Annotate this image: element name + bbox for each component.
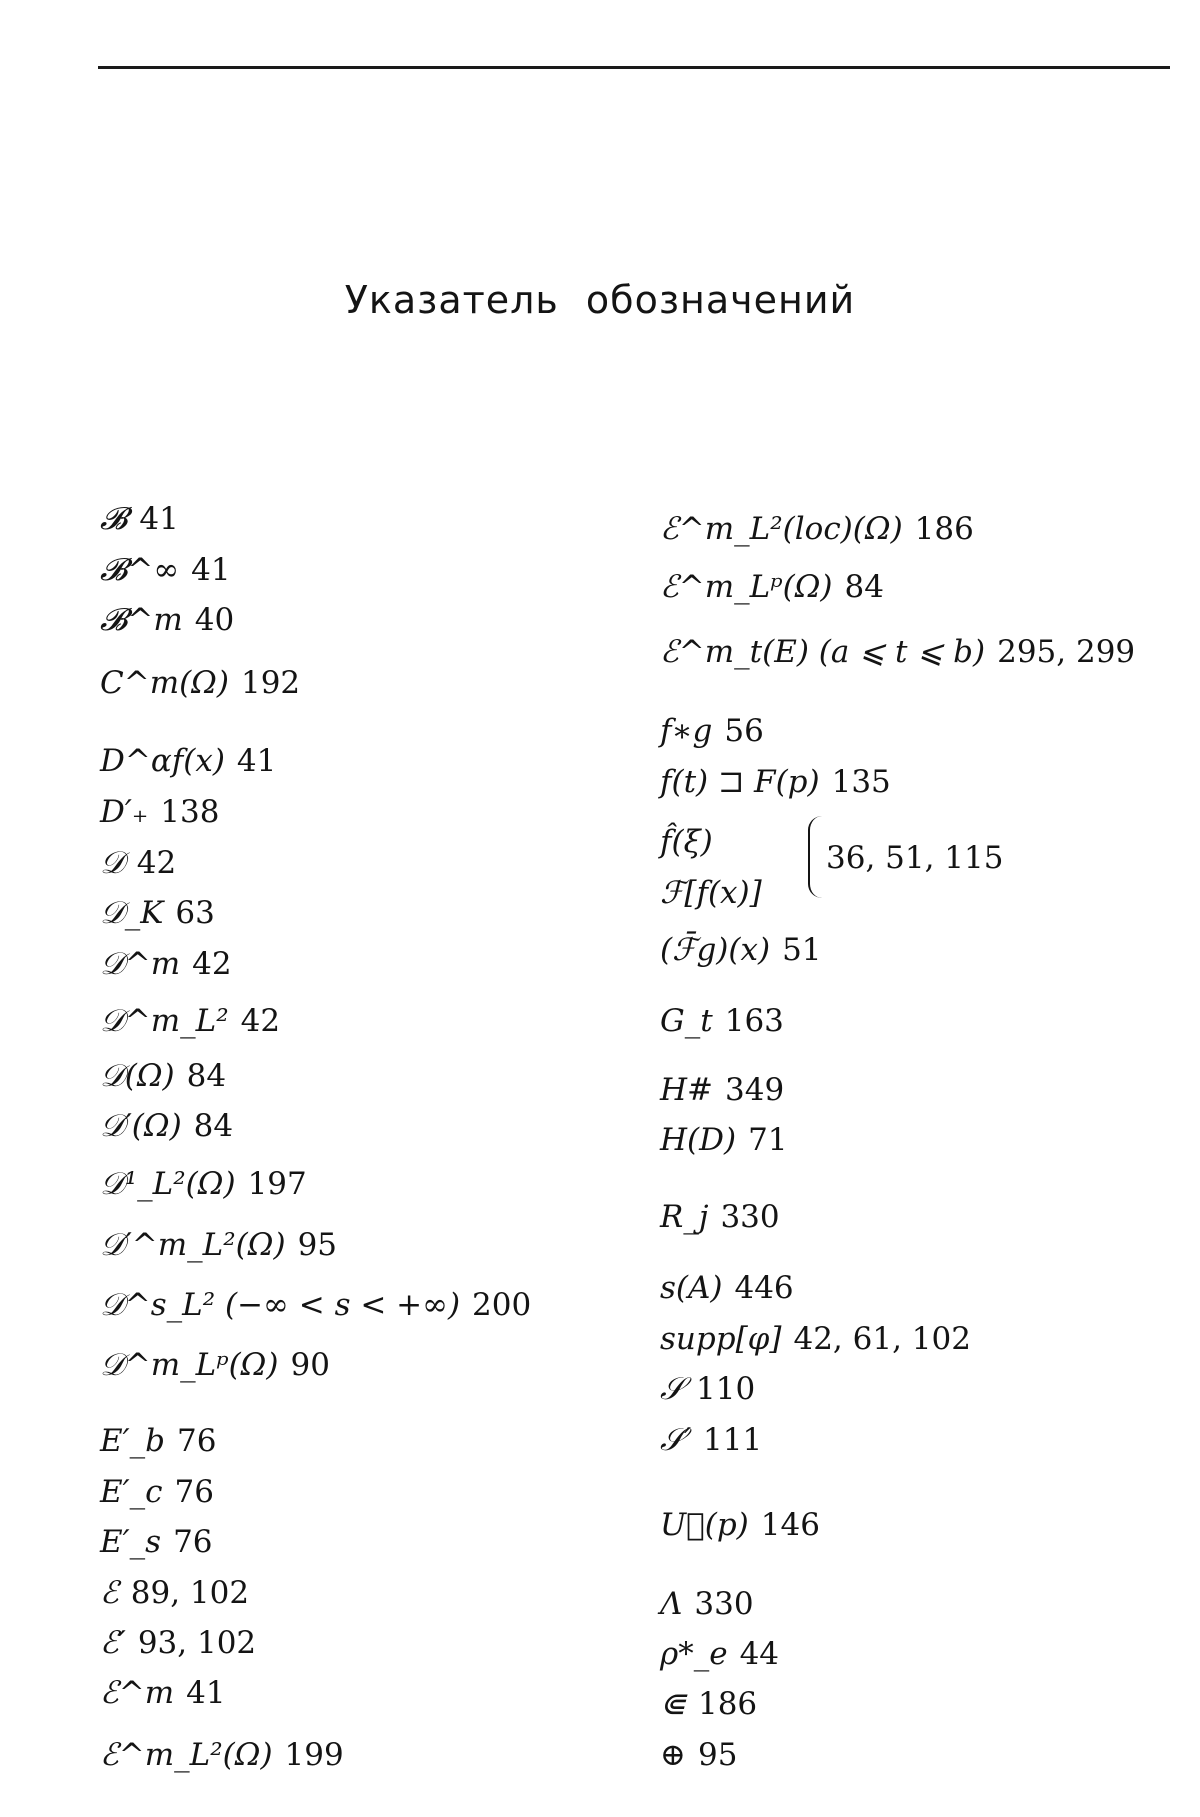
page-refs: 56 (724, 713, 764, 749)
top-rule (98, 66, 1170, 69)
index-entry (660, 1634, 779, 1674)
symbol: ℰ^m_Lᵖ(Ω) (660, 569, 833, 605)
symbol: 𝒟^m (100, 946, 181, 982)
symbol: 𝒟^s_L² (−∞ < s < +∞) (100, 1287, 461, 1323)
symbol: 𝒟^m_Lᵖ(Ω) (100, 1347, 279, 1383)
page-refs: 63 (175, 895, 215, 931)
symbol: s(A) (660, 1270, 723, 1306)
page-refs: 295, 299 (997, 634, 1136, 670)
symbol: 𝓑 (100, 501, 128, 537)
page-refs: 186 (914, 511, 974, 547)
index-entry (100, 600, 234, 640)
page-refs: 51 (782, 932, 822, 968)
index-entry (660, 1120, 788, 1160)
symbol: ℰ^m_L²(Ω) (100, 1737, 273, 1773)
symbol: D′₊ (100, 794, 149, 830)
page-refs: 330 (694, 1586, 754, 1622)
page-refs: 186 (697, 1686, 758, 1722)
index-entry (660, 1584, 754, 1624)
page-refs: 76 (173, 1524, 213, 1560)
symbol: C^m(Ω) (100, 665, 229, 701)
grouping-brace (808, 816, 824, 898)
index-entry (100, 1421, 216, 1461)
index-entry (100, 1573, 249, 1613)
symbol: 𝒟′^m_L²(Ω) (100, 1227, 286, 1263)
symbol: 𝒟(Ω) (100, 1058, 175, 1094)
index-entry (660, 873, 762, 913)
symbol: f̂(ξ) (660, 824, 713, 860)
page-refs: 71 (748, 1122, 788, 1158)
index-entry (100, 1164, 307, 1204)
page-refs: 42 (240, 1003, 281, 1039)
page-refs: 110 (696, 1371, 756, 1407)
symbol: ρ*_e (660, 1636, 728, 1672)
symbol: ℰ^m (100, 1675, 175, 1711)
symbol: D^αf(x) (100, 743, 225, 779)
symbol: supp[φ] (660, 1321, 782, 1357)
index-entry (100, 1673, 226, 1713)
page-refs: 84 (844, 569, 884, 605)
index-entry (660, 509, 974, 549)
symbol: U⃗(p) (660, 1507, 749, 1543)
page-refs: 330 (720, 1199, 780, 1235)
symbol: 𝓑^∞ (100, 552, 180, 588)
page-refs: 135 (831, 764, 891, 800)
page-refs: 36, 51, 115 (826, 840, 1004, 876)
index-entry (100, 1225, 337, 1265)
symbol: 𝒟^m_L² (100, 1003, 229, 1039)
symbol: ℰ′ (100, 1625, 126, 1661)
symbol: Λ (660, 1586, 683, 1622)
index-entry (660, 1684, 757, 1724)
symbol: 𝓑^m (100, 602, 183, 638)
symbol: H(D) (660, 1122, 737, 1158)
page-refs: 446 (734, 1270, 794, 1306)
page-refs: 42, 61, 102 (793, 1321, 971, 1357)
page-refs: 41 (236, 743, 277, 779)
symbol: ℰ (100, 1575, 119, 1611)
page-refs: 95 (697, 1737, 738, 1773)
index-entry (660, 762, 891, 802)
page-refs: 200 (472, 1287, 532, 1323)
symbol: 𝒮′ (660, 1422, 692, 1458)
symbol: 𝒟 (100, 845, 125, 881)
page-refs: 42 (192, 946, 232, 982)
index-entry (660, 1735, 737, 1775)
symbol: f∗g (660, 713, 713, 749)
symbol: ⊕ (660, 1737, 686, 1773)
symbol: G_t (660, 1003, 713, 1039)
page-refs: 197 (247, 1166, 307, 1202)
page-refs: 40 (194, 602, 235, 638)
page-refs: 84 (186, 1058, 227, 1094)
index-entry (100, 944, 232, 984)
symbol: E′_c (100, 1474, 163, 1510)
index-entry (660, 1369, 755, 1409)
index-entry (100, 1106, 233, 1146)
page-refs: 163 (724, 1003, 784, 1039)
symbol: 𝒟¹_L²(Ω) (100, 1166, 236, 1202)
page-refs: 41 (186, 1675, 226, 1711)
index-entry (100, 1001, 280, 1041)
index-entry (100, 1522, 213, 1562)
page-refs: 84 (193, 1108, 234, 1144)
index-entry (660, 1319, 971, 1359)
symbol: 𝒮 (660, 1371, 684, 1407)
index-entry (660, 930, 822, 970)
page-refs: 93, 102 (137, 1625, 257, 1661)
index-entry (660, 567, 884, 607)
symbol: E′_s (100, 1524, 162, 1560)
symbol: R_j (660, 1199, 709, 1235)
index-entry (100, 792, 219, 832)
page-refs: 76 (174, 1474, 214, 1510)
index-entry (100, 1285, 531, 1325)
symbol: E′_b (100, 1423, 166, 1459)
symbol: ⋐ (660, 1686, 686, 1722)
index-entry (100, 1056, 226, 1096)
symbol: ℱ[f(x)] (660, 875, 762, 911)
index-entry (660, 1268, 794, 1308)
symbol: 𝒟′(Ω) (100, 1108, 182, 1144)
symbol: (ℱ̄g)(x) (660, 932, 771, 968)
page-refs: 90 (290, 1347, 330, 1383)
index-entry (100, 663, 300, 703)
index-entry (100, 1735, 344, 1775)
index-entry (100, 499, 179, 539)
page-refs: 89, 102 (130, 1575, 250, 1611)
index-entry (100, 550, 231, 590)
page-refs: 41 (191, 552, 231, 588)
index-entry (660, 632, 1135, 672)
index-entry (660, 1420, 762, 1460)
page-title: Указатель обозначений (344, 278, 856, 322)
page-refs: 76 (177, 1423, 217, 1459)
index-entry (660, 1070, 784, 1110)
symbol: ℰ^m_t(E) (a ⩽ t ⩽ b) (660, 634, 986, 670)
symbol: H# (660, 1072, 714, 1108)
index-entry (660, 711, 764, 751)
symbol: ℰ^m_L²(loc)(Ω) (660, 511, 903, 547)
symbol: 𝒟_K (100, 895, 164, 931)
index-entry (660, 1001, 784, 1041)
index-entry (660, 1197, 780, 1237)
page-refs: 349 (725, 1072, 785, 1108)
page-refs: 192 (240, 665, 301, 701)
index-entry (660, 822, 713, 862)
page-refs: 44 (739, 1636, 780, 1672)
page-refs: 95 (297, 1227, 338, 1263)
index-entry (100, 1472, 214, 1512)
page-refs: 146 (760, 1507, 820, 1543)
index-entry (100, 1345, 330, 1385)
index-entry (100, 741, 276, 781)
symbol: f(t) ⊐ F(p) (660, 764, 820, 800)
index-entry (100, 893, 215, 933)
page-refs: 41 (139, 501, 179, 537)
page-refs: 138 (160, 794, 220, 830)
index-entry (660, 1505, 820, 1545)
page-refs: 42 (136, 845, 177, 881)
index-entry (100, 843, 176, 883)
page-refs: 111 (703, 1422, 763, 1458)
index-entry (100, 1623, 256, 1663)
page-refs: 199 (284, 1737, 344, 1773)
